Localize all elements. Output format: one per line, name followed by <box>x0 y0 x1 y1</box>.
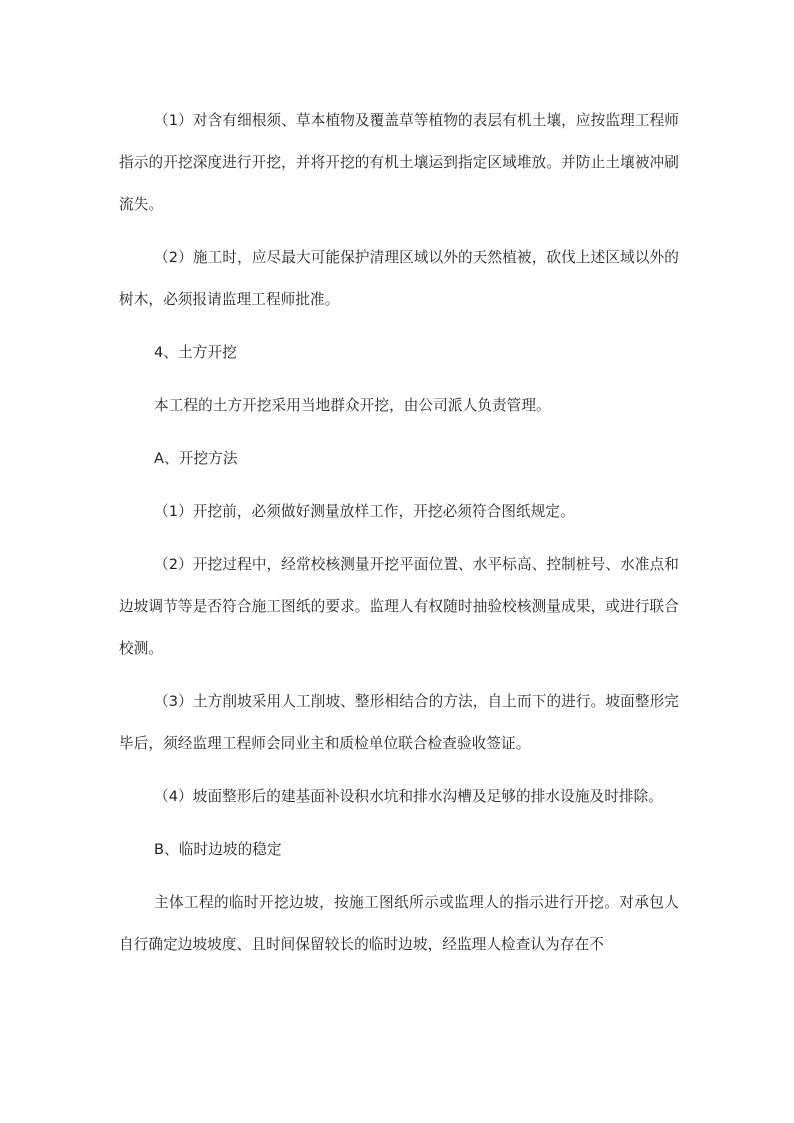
document-body <box>119 100 679 966</box>
paragraph-organic-soil: （1）对含有细根须、草本植物及覆盖草等植物的表层有机土壤，应按监理工程师指示的开挖深度进行开挖，并将开挖的有机土壤运到指定区域堆放。并防止土壤被冲刷流失。 <box>119 112 679 213</box>
section-heading-earth-excavation: 4、土方开挖 <box>154 344 237 361</box>
paragraph-protect-vegetation: （2）施工时，应尽最大可能保护清理区域以外的天然植被，砍伐上述区域以外的树木，必须报请监理工程师批准。 <box>119 249 679 308</box>
subheading-excavation-method: A、开挖方法 <box>154 450 238 467</box>
paragraph-excavation-management: 本工程的土方开挖采用当地群众开挖，由公司派人负责管理。 <box>154 397 551 414</box>
paragraph-check-during-excavation: （2）开挖过程中，经常校核测量开挖平面位置、水平标高、控制桩号、水准点和边坡调节等是否符合施工图纸的要求。监理人有权随时抽验校核测量成果，或进行联合校测。 <box>119 556 679 657</box>
paragraph-slope-trimming: （3）土方削坡采用人工削坡、整形相结合的方法，自上而下的进行。坡面整形完毕后，须经监理工程师会同业主和质检单位联合检查验收签证。 <box>119 693 679 752</box>
paragraph-temporary-slope: 主体工程的临时开挖边坡，按施工图纸所示或监理人的指示进行开挖。对承包人自行确定边坡坡度、且时间保留较长的临时边坡，经监理人检查认为存在不 <box>119 894 679 953</box>
paragraph-drainage: （4）坡面整形后的建基面补设积水坑和排水沟槽及足够的排水设施及时排除。 <box>154 788 663 805</box>
subheading-temporary-slope-stability: B、临时边坡的稳定 <box>154 841 282 858</box>
paragraph-survey-before-excavation: （1）开挖前，必须做好测量放样工作，开挖必须符合图纸规定。 <box>154 503 575 520</box>
